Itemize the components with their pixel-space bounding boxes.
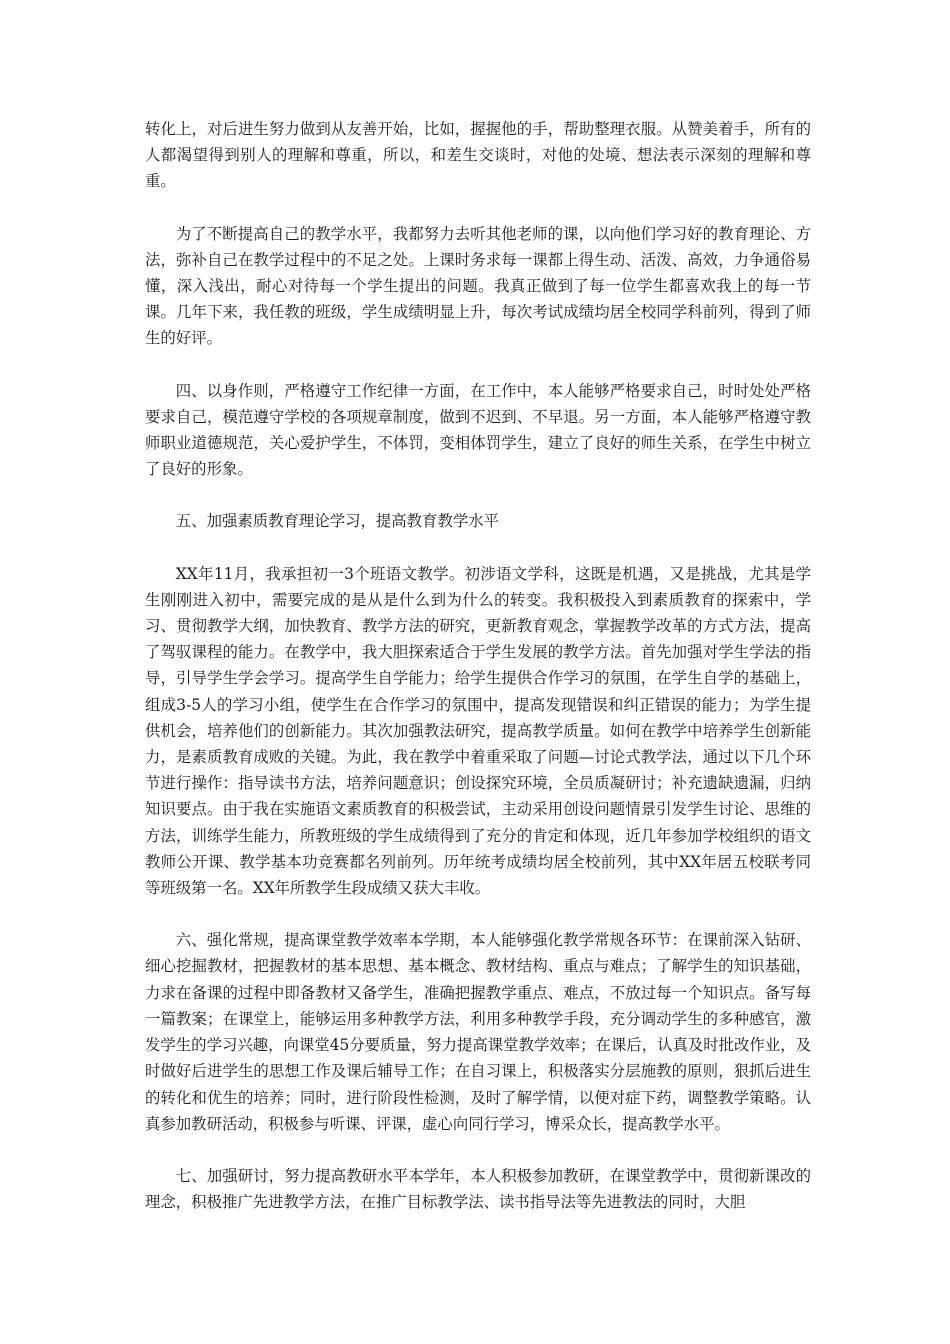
paragraph-section-seven: 七、加强研讨，努力提高教研水平本学年，本人积极参加教研，在课堂教学中，贯彻新课改的理念，积极推广先进教学方法，在推广目标教学法、读书指导法等先进教法的同时，大胆 [145, 1166, 811, 1212]
paragraph-continuation: 转化上，对后进生努力做到从友善开始，比如，握握他的手，帮助整理衣服。从赞美着手，所有的人都渴望得到别人的理解和尊重，所以，和差生交谈时，对他的处境、想法表示深刻的理解和尊重。 [145, 120, 811, 191]
paragraph-teaching-level: 为了不断提高自己的教学水平，我都努力去听其他老师的课，以向他们学习好的教育理论、方法，弥补自己在教学过程中的不足之处。上课时务求每一课都上得生动、活泼、高效，力争通俗易懂，深入浅出，耐心对待每一个学生提出的问题。我真正做到了每一位学生都喜欢我上的每一节课。几年下来，我任教的班级，学生成绩明显上升，每次考试成绩均居全校同学科前列，得到了师生的好评。 [145, 224, 811, 348]
document-page [145, 116, 811, 1241]
paragraph-section-five-body: XX年11月，我承担初一3个班语文教学。初涉语文学科，这既是机遇，又是挑战，尤其是学生刚刚进入初中，需要完成的是从是什么到为什么的转变。我积极投入到素质教育的探索中，学习、贯彻教学大纲，加快教育、教学方法的研究，更新教育观念，掌握教学改革的方式方法，提高了驾驭课程的能力。在教学中，我大胆探索适合于学生发展的教学方法。首先加强对学生学法的指导，引导学生学会学习。提高学生自学能力；给学生提供合作学习的氛围，在学生自学的基础上，组成3-5人的学习小组，使学生在合作学习的氛围中，提高发现错误和纠正错误的能力；为学生提供机会，培养他们的创新能力。其次加强教法研究，提高教学质量。如何在教学中培养学生创新能力，是素质教育成败的关键。为此，我在教学中着重采取了问题—讨论式教学法，通过以下几个环节进行操作：指导读书方法，培养问题意识；创设探究环境，全员质凝研讨；补充遗缺遗漏，归纳知识要点。由于我在实施语文素质教育的积极尝试，主动采用创设问题情景引发学生讨论、思维的方法，训练学生能力，所教班级的学生成绩得到了充分的肯定和体现，近几年参加学校组织的语文教师公开课、教学基本功竞赛都名列前列。历年统考成绩均居全校前列，其中XX年居五校联考同等班级第一名。XX年所教学生段成绩又获大丰收。 [145, 564, 811, 898]
section-heading-five: 五、加强素质教育理论学习，提高教育教学水平 [175, 512, 500, 531]
paragraph-section-four: 四、以身作则，严格遵守工作纪律一方面，在工作中，本人能够严格要求自己，时时处处严格要求自己，模范遵守学校的各项规章制度，做到不迟到、不早退。另一方面，本人能够严格遵守教师职业道德规范，关心爱护学生，不体罚，变相体罚学生，建立了良好的师生关系，在学生中树立了良好的形象。 [145, 381, 811, 479]
paragraph-section-six: 六、强化常规，提高课堂教学效率本学期，本人能够强化教学常规各环节：在课前深入钻研、细心挖掘教材，把握教材的基本思想、基本概念、教材结构、重点与难点；了解学生的知识基础，力求在备课的过程中即备教材又备学生，准确把握教学重点、难点，不放过每一个知识点。备写每一篇教案；在课堂上，能够运用多种教学方法，利用多种教学手段，充分调动学生的多种感官，激发学生的学习兴趣，向课堂45分要质量，努力提高课堂教学效率；在课后，认真及时批改作业，及时做好后进学生的思想工作及课后辅导工作；在自习课上，积极落实分层施教的原则，狠抓后进生的转化和优生的培养；同时，进行阶段性检测，及时了解学情，以便对症下药，调整教学策略。认真参加教研活动，积极参与听课、评课，虚心向同行学习，博采众长，提高教学水平。 [145, 931, 811, 1133]
